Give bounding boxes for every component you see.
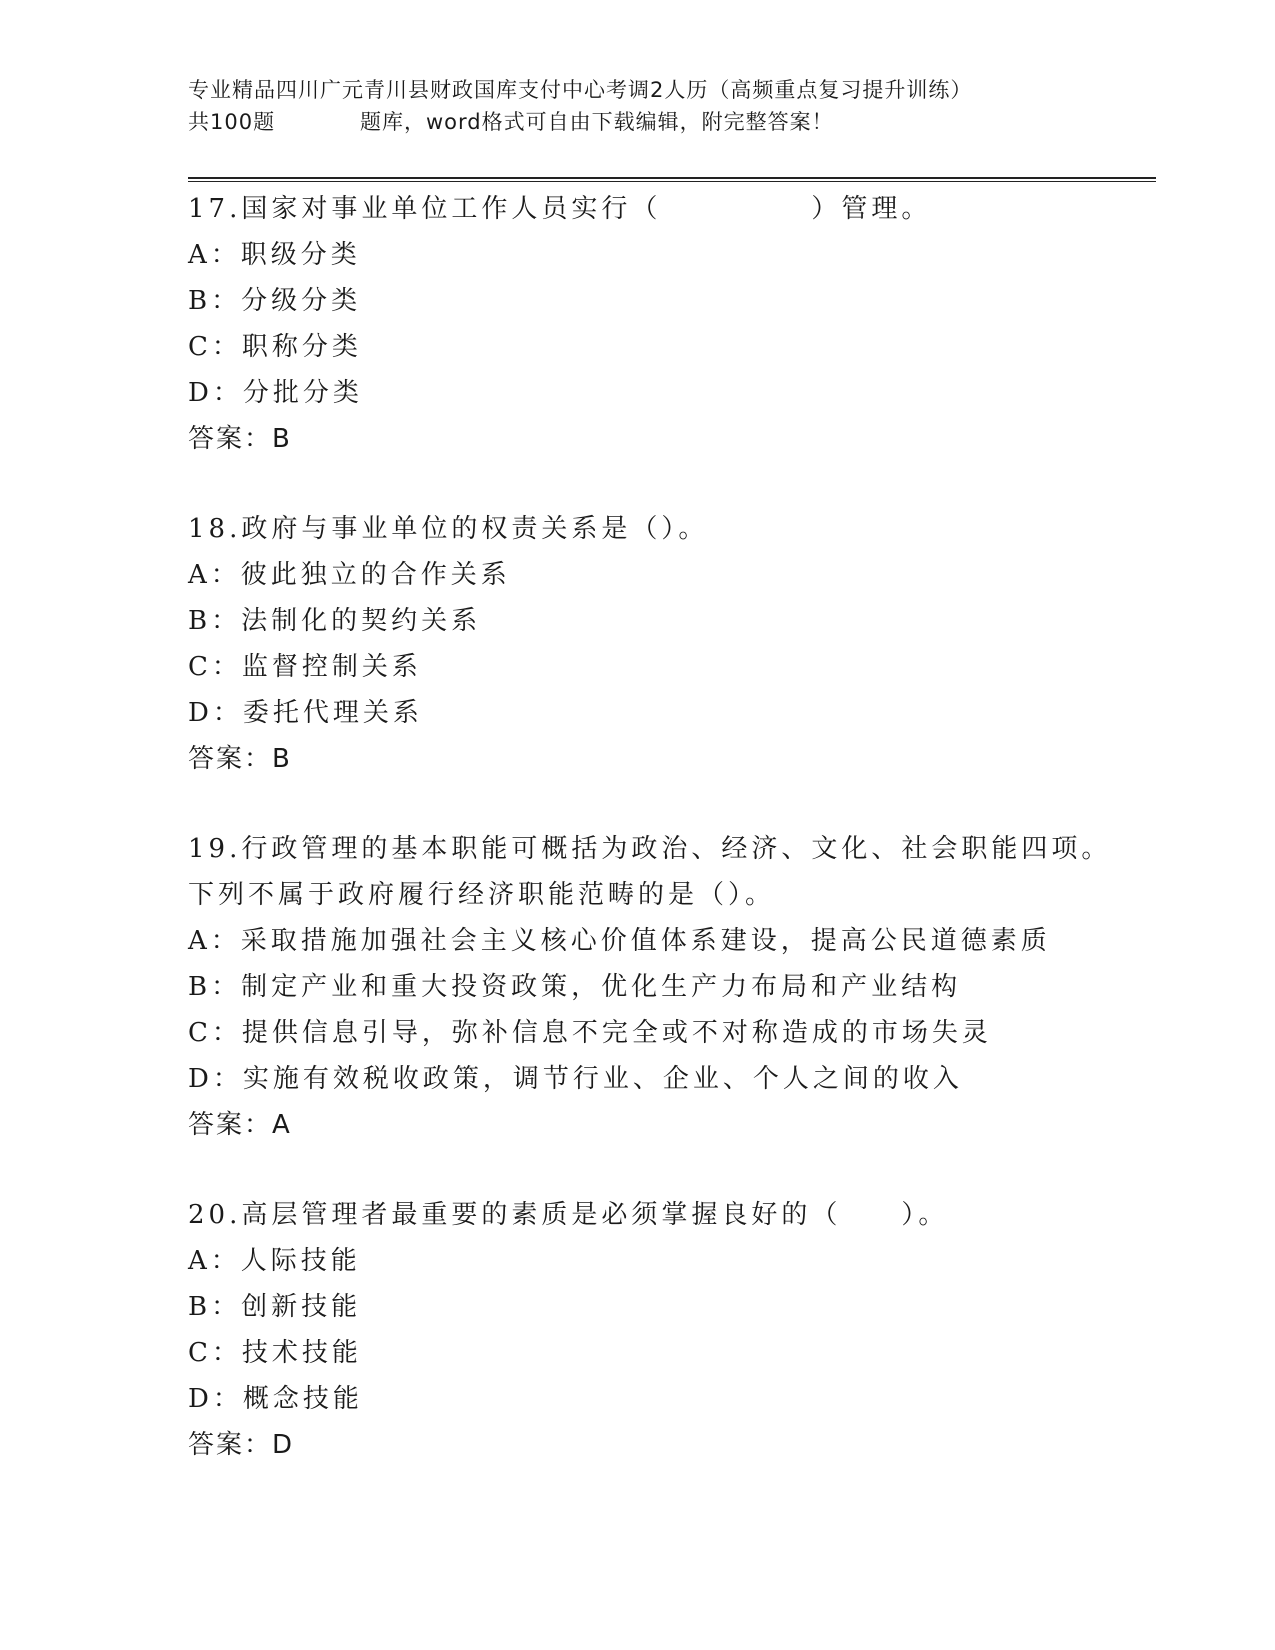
- option-a: A：采取措施加强社会主义核心价值体系建设，提高公民道德素质: [188, 926, 1051, 956]
- option-d: D：分批分类: [188, 378, 363, 408]
- question-text-continued: 下列不属于政府履行经济职能范畴的是（）。: [188, 880, 776, 910]
- option-d: D：概念技能: [188, 1384, 363, 1414]
- option-b: B：法制化的契约关系: [188, 606, 482, 636]
- answer-text: 答案：D: [188, 1430, 295, 1460]
- document-header: [188, 74, 1088, 138]
- question-text: 18.政府与事业单位的权责关系是（）。: [188, 514, 709, 544]
- header-subtitle-line: [188, 106, 1088, 138]
- option-b: B：制定产业和重大投资政策，优化生产力布局和产业结构: [188, 972, 962, 1002]
- header-question-count: 共100题: [188, 110, 276, 134]
- option-d: D：实施有效税收政策，调节行业、企业、个人之间的收入: [188, 1064, 963, 1094]
- question-text: 17.国家对事业单位工作人员实行（ ）管理。: [188, 194, 932, 224]
- question-list: [188, 186, 1112, 1468]
- answer-text: 答案：B: [188, 424, 292, 454]
- option-b: B：创新技能: [188, 1292, 362, 1322]
- option-d: D：委托代理关系: [188, 698, 423, 728]
- header-title-line: 专业精品四川广元青川县财政国库支付中心考调2人历（高频重点复习提升训练）: [188, 78, 973, 102]
- option-a: A：彼此独立的合作关系: [188, 560, 511, 590]
- option-a: A：人际技能: [188, 1246, 361, 1276]
- question-text: 19.行政管理的基本职能可概括为政治、经济、文化、社会职能四项。: [188, 834, 1112, 864]
- option-b: B：分级分类: [188, 286, 362, 316]
- answer-text: 答案：B: [188, 744, 292, 774]
- option-c: C：监督控制关系: [188, 652, 422, 682]
- header-divider-thin: [188, 181, 1156, 182]
- option-c: C：技术技能: [188, 1338, 362, 1368]
- question-item: [188, 506, 1088, 782]
- question-item: [188, 186, 1088, 462]
- question-item: [188, 1192, 1088, 1468]
- option-c: C：提供信息引导，弥补信息不完全或不对称造成的市场失灵: [188, 1018, 992, 1048]
- header-divider-thick: [188, 177, 1156, 179]
- answer-text: 答案：A: [188, 1110, 292, 1140]
- header-description: 题库，word格式可自由下载编辑，附完整答案！: [360, 110, 834, 134]
- question-text: 20.高层管理者最重要的素质是必须掌握良好的（ ）。: [188, 1200, 949, 1230]
- option-c: C：职称分类: [188, 332, 362, 362]
- option-a: A：职级分类: [188, 240, 361, 270]
- question-item: [188, 826, 1112, 1148]
